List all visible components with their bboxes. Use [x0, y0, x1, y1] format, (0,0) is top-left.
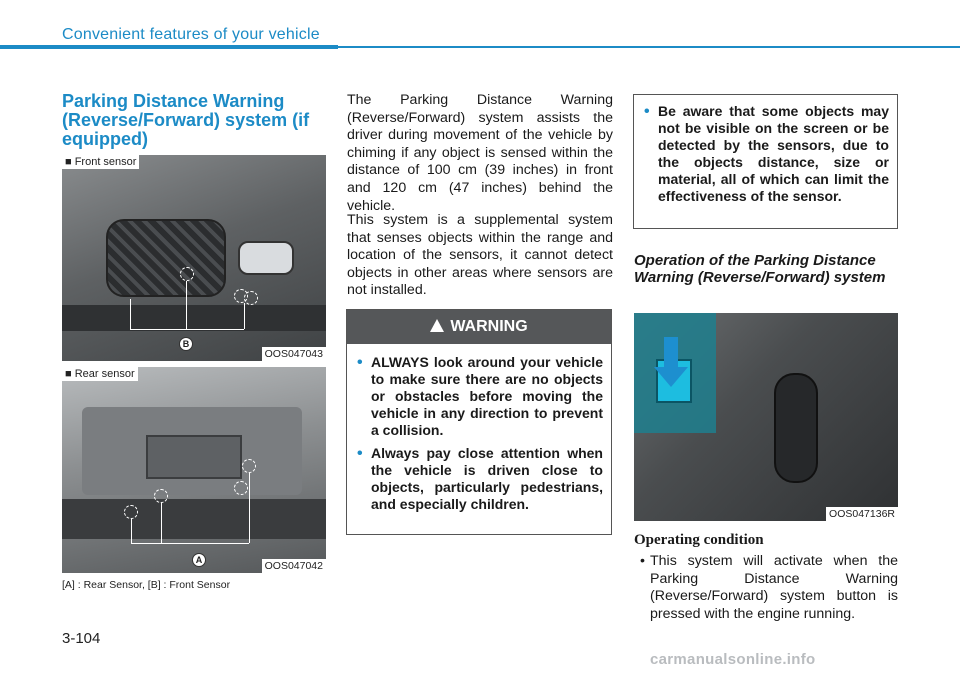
leader-line	[130, 299, 131, 329]
rear-sensor-photo	[62, 367, 326, 573]
warning-triangle-icon	[430, 319, 444, 332]
note-box	[633, 94, 898, 229]
header-rule-accent	[0, 45, 338, 49]
sensor-marker	[234, 481, 248, 495]
sensor-marker	[244, 291, 258, 305]
console-photo	[634, 313, 898, 521]
warning-box	[346, 309, 612, 535]
license-plate	[146, 435, 242, 479]
sensor-marker	[124, 505, 138, 519]
vehicle-headlamp	[238, 241, 294, 275]
operating-condition-title: Operating condition	[634, 532, 764, 548]
front-bumper	[62, 305, 326, 331]
front-sensor-photo	[62, 155, 326, 361]
operation-title: Operation of the Parking Distance Warning (Reverse/Forward) system	[634, 252, 886, 286]
sensor-marker	[154, 489, 168, 503]
sensor-marker	[242, 459, 256, 473]
leader-line	[131, 519, 132, 543]
leader-line	[249, 473, 250, 543]
header-title: Convenient features of your vehicle	[62, 26, 320, 43]
body-paragraph-1: The Parking Distance Warning (Reverse/Forward) system assists the driver during movement of the vehicle by chiming if any object is sensed within the distance of 100 cm (39 inches) in front and 120 cm (47 inches) behind the vehicle.	[347, 92, 613, 214]
warning-item: • Always pay close attention when the vehicle is driven close to objects, particularly pedestrians, and especially children.	[357, 445, 603, 513]
operating-condition-item	[634, 553, 898, 623]
note-item: • Be aware that some objects may not be visible on the screen or be detected by the sensors, due to the objects distance, size or material, all of which can limit the effectiveness of the sensor.	[644, 103, 889, 205]
rear-bumper	[62, 499, 326, 539]
warning-item: • ALWAYS look around your vehicle to make sure there are no objects or obstacles before moving the vehicle in any direction to prevent a collision.	[357, 354, 603, 439]
leader-line	[131, 543, 249, 544]
rear-sensor-label: ■ Rear sensor	[62, 367, 138, 381]
figure-caption: [A] : Rear Sensor, [B] : Front Sensor	[62, 579, 231, 591]
leader-line	[186, 281, 187, 329]
sensor-marker	[180, 267, 194, 281]
watermark: carmanualsonline.info	[650, 651, 816, 668]
warning-list	[347, 344, 611, 513]
callout-a: A	[192, 553, 206, 567]
arrow-down-icon	[664, 337, 678, 375]
leader-line	[244, 303, 245, 329]
front-sensor-label: ■ Front sensor	[62, 155, 139, 169]
operating-condition-text: This system will activate when the Parking Distance Warning (Reverse/Forward) system button is pressed with the engine running.	[650, 553, 898, 622]
front-photo-code: OOS047043	[262, 347, 326, 361]
callout-b: B	[179, 337, 193, 351]
console-photo-code: OOS047136R	[826, 507, 898, 521]
leader-line	[130, 329, 244, 330]
vehicle-grille	[106, 219, 226, 297]
leader-line	[161, 503, 162, 543]
section-title: Parking Distance Warning (Reverse/Forward) system (if equipped)	[62, 91, 310, 149]
rear-photo-code: OOS047042	[262, 559, 326, 573]
page-number: 3-104	[62, 630, 101, 647]
bullet-glyph: •	[640, 553, 645, 569]
body-paragraph-2: This system is a supplemental system that senses objects within the range and location of the sensors, it cannot detect objects in other areas where sensors are not installed.	[347, 212, 613, 299]
gear-shift-lever	[774, 373, 818, 483]
warning-title: WARNING	[450, 318, 528, 335]
warning-header	[347, 310, 611, 344]
